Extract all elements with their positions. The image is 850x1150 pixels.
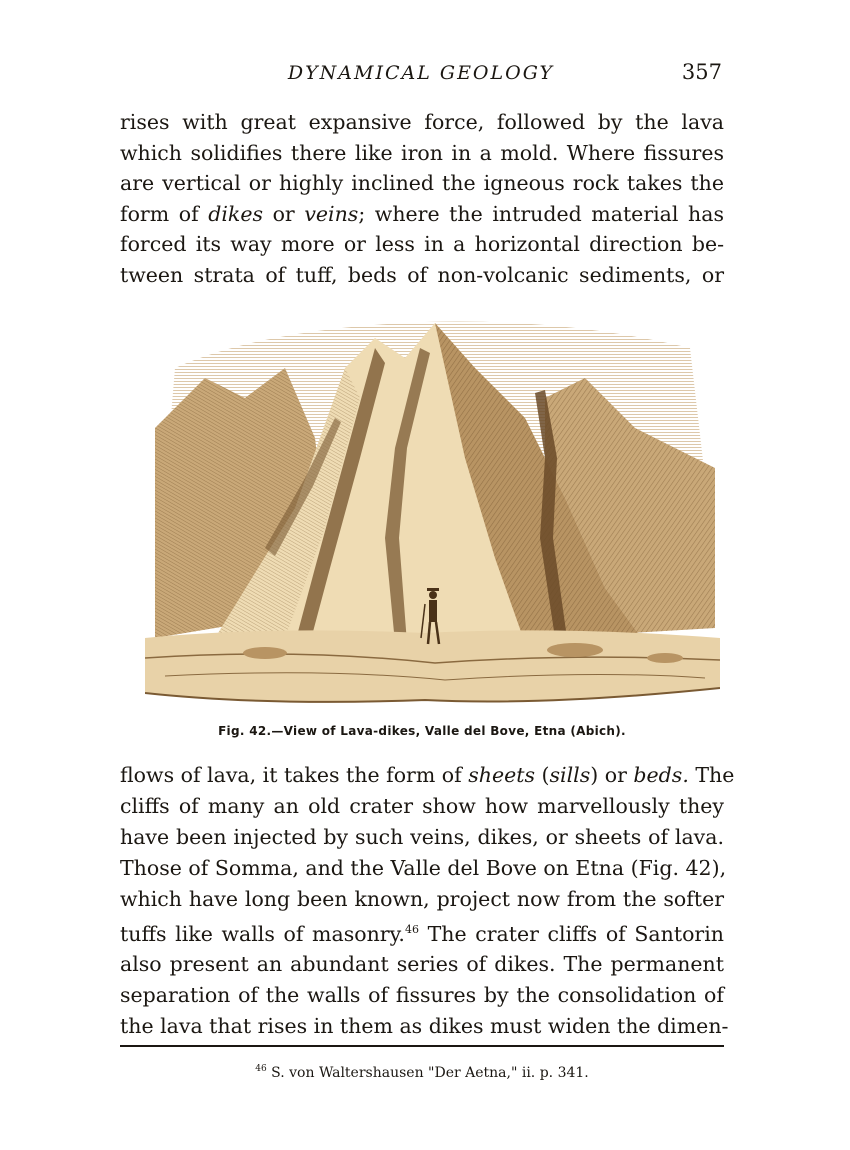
page-number: 357 [681,60,722,84]
text-line: rises with great expansive force, followed by the lava [120,110,724,134]
text-run: The crater cliffs of Santorin [418,921,724,946]
italic-term: beds. [633,763,689,787]
italic-term: sills [549,763,591,787]
footnote-reference[interactable]: 46 [404,922,419,936]
italic-term: veins [304,201,359,226]
text-line: which solidifies there like iron in a mold. Where fissures [120,140,724,165]
lava-dikes-engraving [145,308,720,716]
italic-term: sheets [468,763,535,787]
footnote-divider [120,1045,724,1047]
text-line: are vertical or highly inclined the igneous rock takes the [120,171,724,196]
text-line: forced its way more or less in a horizontal direction be- [120,232,724,257]
bottom-paragraph [120,760,735,1042]
footnote [120,1064,724,1081]
page-header [120,62,722,92]
running-head: DYNAMICAL GEOLOGY [287,62,555,84]
text-line: separation of the walls of fissures by the consolidation of [120,983,724,1008]
text-line: cliffs of many an old crater show how marvellously they [120,793,724,818]
text-run: The [688,763,735,787]
text-line: tween strata of tuff, beds of non-volcanic sediments, or [120,262,724,287]
text-line: have been injected by such veins, dikes, or sheets of lava. [120,824,724,849]
text-run: ( [535,763,550,787]
text-run: form of [120,201,209,226]
text-run: tuffs like walls of masonry. [120,921,405,946]
text-line: also present an abundant series of dikes. The permanent [120,952,724,977]
italic-term: dikes [208,201,264,226]
footnote-text: S. von Waltershausen "Der Aetna," ii. p. 341. [271,1065,589,1081]
text-line: Those of Somma, and the Valle del Bove on Etna (Fig. 42), [120,855,727,880]
text-run: or [263,201,305,226]
text-line: the lava that rises in them as dikes must widen the dimen- [120,1014,729,1039]
text-line: which have long been known, project now from the softer [120,886,724,911]
figure-caption: Fig. 42.—View of Lava-dikes, Valle del Bove, Etna (Abich). [218,724,626,738]
text-run: ; where the intruded material has [358,201,724,226]
footnote-number: 46 [255,1064,267,1074]
text-line [120,915,724,950]
top-paragraph [120,107,724,291]
text-run: flows of lava, it takes the form of [120,763,469,787]
text-line [120,199,724,230]
text-run: ) or [590,763,634,787]
text-line [120,760,735,791]
